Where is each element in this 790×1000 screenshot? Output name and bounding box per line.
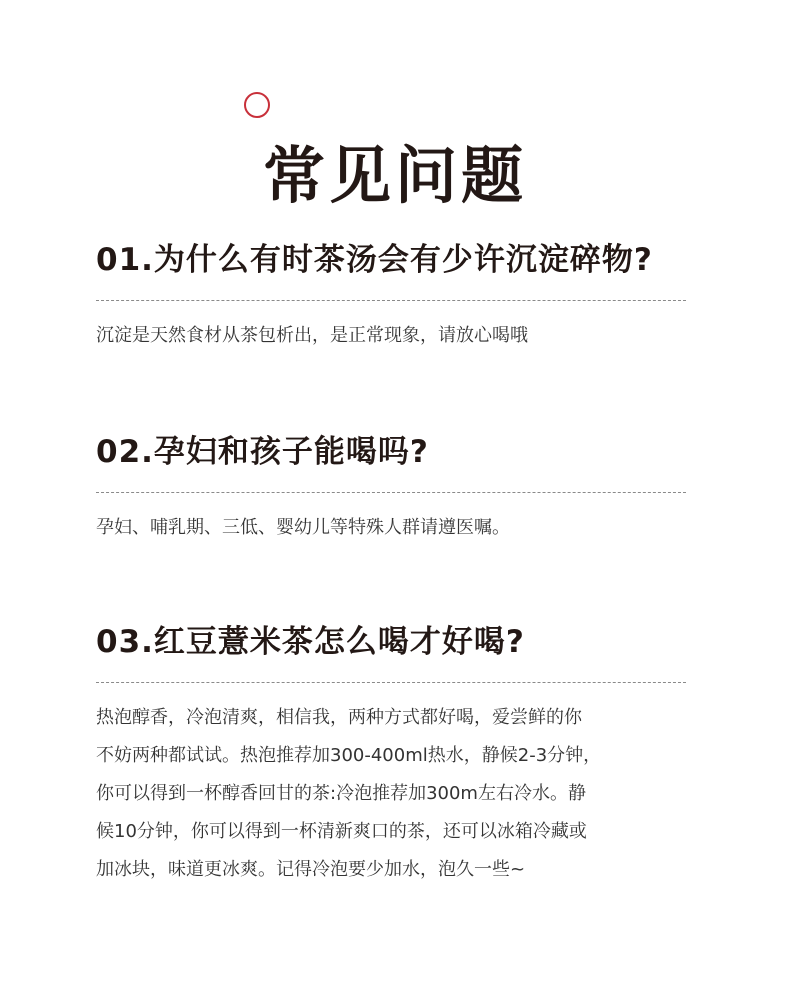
dashed-divider	[96, 300, 686, 301]
faq-item-2	[96, 430, 686, 547]
faq-question: 02.孕妇和孩子能喝吗?	[96, 434, 429, 470]
faq-answer-line: 沉淀是天然食材从茶包析出，是正常现象，请放心喝哦	[96, 325, 528, 346]
dashed-divider	[96, 492, 686, 493]
faq-answer-line: 你可以得到一杯醇香回甘的茶:冷泡推荐加300m左右冷水。静	[96, 783, 586, 804]
faq-answer-line: 候10分钟，你可以得到一杯清新爽口的茶，还可以冰箱冷藏或	[96, 821, 587, 842]
faq-answer	[96, 317, 686, 355]
faq-item-1	[96, 238, 686, 355]
faq-question: 01.为什么有时茶汤会有少许沉淀碎物?	[96, 242, 653, 278]
faq-item-3	[96, 620, 686, 889]
dashed-divider	[96, 682, 686, 683]
faq-answer-line: 热泡醇香，冷泡清爽，相信我，两种方式都好喝，爱尝鲜的你	[96, 707, 582, 728]
page-header	[0, 86, 790, 212]
faq-answer-line: 加冰块，味道更冰爽。记得冷泡要少加水，泡久一些~	[96, 859, 526, 880]
faq-answer	[96, 699, 686, 889]
page-title: 常见问题	[262, 138, 527, 212]
faq-answer-line: 孕妇、哺乳期、三低、婴幼儿等特殊人群请遵医嘱。	[96, 517, 510, 538]
faq-answer-line: 不妨两种都试试。热泡推荐加300-400ml热水，静候2-3分钟，	[96, 745, 602, 766]
circle-ornament-icon	[244, 92, 270, 118]
faq-answer	[96, 509, 686, 547]
faq-question: 03.红豆薏米茶怎么喝才好喝?	[96, 624, 525, 660]
